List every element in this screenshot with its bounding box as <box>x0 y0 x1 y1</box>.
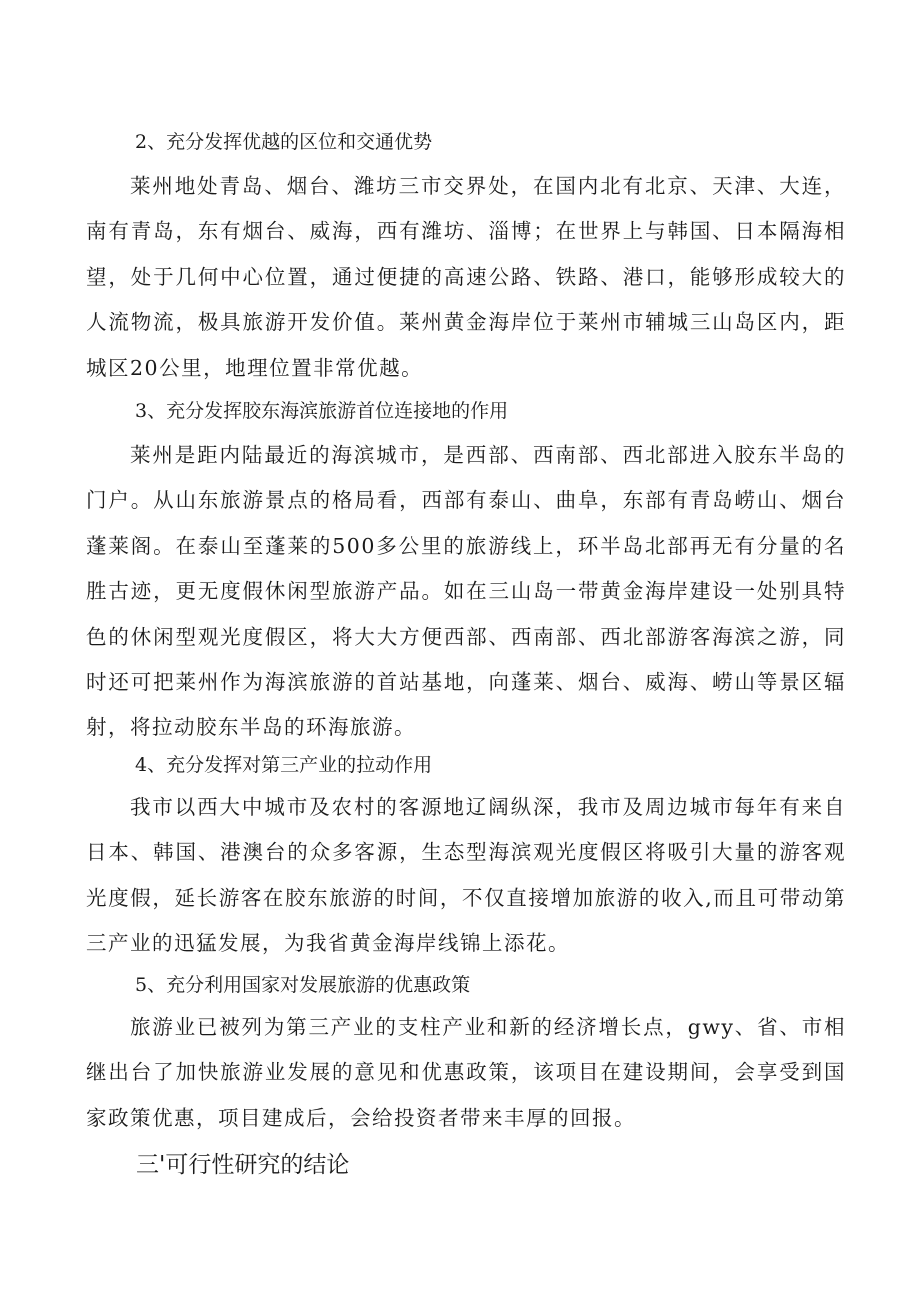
paragraph-tertiary-industry: 我市以西大中城市及农村的客源地辽阔纵深，我市及周边城市每年有来自日本、韩国、港澳台的众多客源，生态型海滨观光度假区将吸引大量的游客观光度假，延长游客在胶东旅游的时间，不仅直接增加旅游的收入,而且可带动第三产业的迅猛发展，为我省黄金海岸线锦上添花。 <box>86 795 846 956</box>
subheading-4: 4、充分发挥对第三产业的拉动作用 <box>135 754 433 776</box>
subheading-3: 3、充分发挥胶东海滨旅游首位连接地的作用 <box>135 400 509 422</box>
subheading-5: 5、充分利用国家对发展旅游的优惠政策 <box>135 974 471 996</box>
paragraph-policy: 旅游业已被列为第三产业的支柱产业和新的经济增长点，gwy、省、市相继出台了加快旅游业发展的意见和优惠政策，该项目在建设期间，会享受到国家政策优惠，项目建成后，会给投资者带来丰厚的回报。 <box>86 1015 846 1130</box>
subheading-2: 2、充分发挥优越的区位和交通优势 <box>135 131 433 153</box>
section-title-conclusion: 三'可行性研究的结论 <box>136 1152 350 1178</box>
paragraph-location-advantage: 莱州地处青岛、烟台、潍坊三市交界处，在国内北有北京、天津、大连，南有青岛，东有烟台、威海，西有潍坊、淄博；在世界上与韩国、日本隔海相望，处于几何中心位置，通过便捷的高速公路、铁路、港口，能够形成较大的人流物流，极具旅游开发价值。莱州黄金海岸位于莱州市辅城三山岛区内，距城区20公里，地理位置非常优越。 <box>86 174 846 380</box>
paragraph-coastal-connection: 莱州是距内陆最近的海滨城市，是西部、西南部、西北部进入胶东半岛的门户。从山东旅游景点的格局看，西部有泰山、曲阜，东部有青岛崂山、烟台蓬莱阁。在泰山至蓬莱的500多公里的旅游线上，环半岛北部再无有分量的名胜古迹，更无度假休闲型旅游产品。如在三山岛一带黄金海岸建设一处别具特色的休闲型观光度假区，将大大方便西部、西南部、西北部游客海滨之游，同时还可把莱州作为海滨旅游的首站基地，向蓬莱、烟台、威海、崂山等景区辐射，将拉动胶东半岛的环海旅游。 <box>86 443 846 740</box>
